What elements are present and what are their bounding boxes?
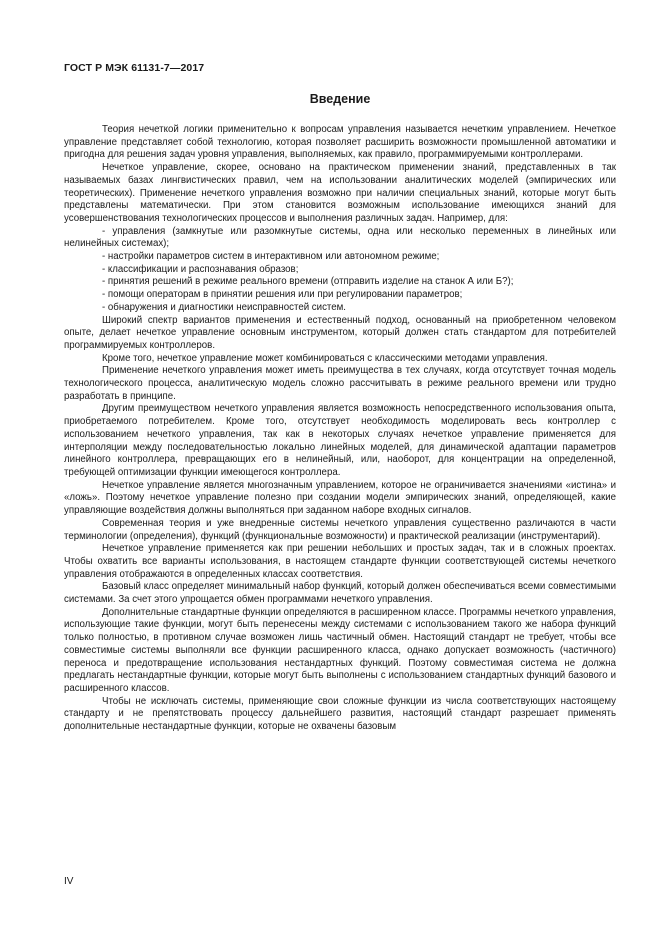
- list-item: - помощи операторам в принятии решения или при регулировании параметров;: [102, 289, 463, 301]
- list-item: - обнаружения и диагностики неисправностей систем.: [102, 301, 346, 313]
- paragraph: Другим преимуществом нечеткого управления является возможность непосредственного использования опыта, приобретаемого потребителем. Кроме того, отсутствует необходимость моделировать весь контроллер с использованием нечеткого управления, так как в некоторых случаях нечеткое управление применяется для интерполяции между последовательностью локально линейных моделей, для динамической адаптации параметров линейного контроллера, превращающих его в нелинейный, или, наоборот, для концентрации на определенной, требующей оптимизации функции имеющегося контроллера.: [64, 403, 616, 478]
- paragraph: Современная теория и уже внедренные системы нечеткого управления существенно различаются в части терминологии (определения), функций (функциональные возможности) и практической реализации (инструментарий).: [64, 517, 616, 542]
- paragraph: Базовый класс определяет минимальный набор функций, который должен обеспечиваться всеми совместимыми системами. За счет этого упрощается обмен программами нечеткого управления.: [64, 581, 616, 606]
- list-item: - управления (замкнутые или разомкнутые системы, одна или несколько переменных в линейных или нелинейных системах);: [64, 225, 616, 250]
- paragraph: Теория нечеткой логики применительно к вопросам управления называется нечетким управлением. Нечеткое управление представляет собой технологию, которая позволяет расширить возможности промышленной автоматики и пригодна для решения задач уровня управления, выполняемых, как правило, программируемыми контроллерами.: [64, 124, 616, 161]
- paragraph: Применение нечеткого управления может иметь преимущества в тех случаях, когда отсутствует точная модель технологического процесса, аналитическую модель сложно рассчитывать в режиме реального времени или трудно разработать в принципе.: [64, 365, 616, 402]
- paragraph: Нечеткое управление является многозначным управлением, которое не ограничивается значениями «истина» и «ложь». Поэтому нечеткое управление полезно при создании модели эмпирических знаний, определяющей, какие управляющие воздействия должны выполняться при заданном наборе входных сигналов.: [64, 479, 616, 517]
- list-item: - принятия решений в режиме реального времени (отправить изделие на станок А или Б?);: [102, 276, 514, 288]
- section-title: Введение: [309, 92, 371, 106]
- list-item: - настройки параметров систем в интерактивном или автономном режиме;: [102, 251, 440, 263]
- introduction-body: [64, 124, 616, 734]
- page-number: IV: [64, 876, 74, 887]
- paragraph: Широкий спектр вариантов применения и естественный подход, основанный на приобретенном человеком опыте, делает нечеткое управление основным инструментом, который должен стать стандартом для потребителей программируемых контроллеров.: [64, 314, 616, 351]
- paragraph: Чтобы не исключать системы, применяющие свои сложные функции из числа соответствующих настоящему стандарту и не препятствовать процессу дальнейшего развития, настоящий стандарт разрешает применять дополнительные нестандартные функции, которые не охвачены базовым: [64, 695, 616, 733]
- paragraph: Дополнительные стандартные функции определяются в расширенном классе. Программы нечеткого управления, использующие такие функции, могут быть перенесены между системами с использованием такого же набора функций только полностью, в противном случае возможен лишь частичный обмен. Настоящий стандарт не требует, чтобы все совместимые системы выполняли все функции расширенного класса, однако допускает возможность (частичного) переноса и предотвращение использования нестандартных функций. Поэтому совместимая система не должна предлагать нестандартные функции, которые могут быть выполнены с использованием стандартных функций базового и расширенного классов.: [64, 606, 617, 694]
- paragraph: Нечеткое управление, скорее, основано на практическом применении знаний, представленных в так называемых базах лингвистических правил, чем на использовании аналитических моделей (эмпирических или теоретических). Применение нечеткого управления возможно при наличии специальных знаний, которые могут быть представлены математически. При этом становится возможным использование имеющихся знаний для усовершенствования технологических процессов и выполнения различных задач. Например, для:: [64, 162, 616, 224]
- standard-code: ГОСТ Р МЭК 61131-7—2017: [64, 62, 205, 74]
- paragraph: Нечеткое управление применяется как при решении небольших и простых задач, так и в сложных проектах. Чтобы охватить все варианты использования, в настоящем стандарте функции соответствующей системы нечеткого управления отображаются в определенных классах соответствия.: [64, 543, 616, 580]
- list-item: - классификации и распознавания образов;: [102, 263, 299, 275]
- paragraph: Кроме того, нечеткое управление может комбинироваться с классическими методами управления.: [102, 352, 548, 364]
